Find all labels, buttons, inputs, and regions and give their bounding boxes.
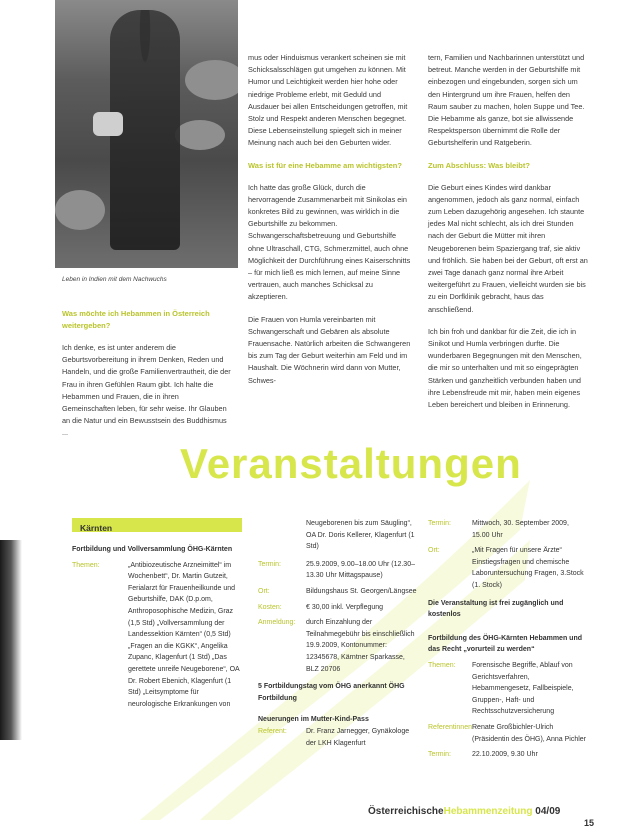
event3-value: Mittwoch, 30. September 2009, 15.00 Uhr xyxy=(472,520,569,539)
event2-value: Bildungshaus St. Georgen/Längsee xyxy=(306,587,417,595)
middle-heading: Was ist für eine Hebamme am wichtigsten? xyxy=(248,160,402,170)
event1-heading: Fortbildung und Vollversammlung ÖHG-Kärnten xyxy=(72,546,233,553)
footer-brand-b: Hebammenzeitung xyxy=(443,806,533,817)
events-column-2 xyxy=(258,518,418,749)
event1-label: Themen: xyxy=(72,561,100,569)
event3-note: Die Veranstaltung ist frei zugänglich und kostenlos xyxy=(428,599,564,619)
event3-label: Themen: xyxy=(428,661,456,669)
footer-issue: 04/09 xyxy=(535,806,561,817)
event3-value: Renate Großbichler-Ulrich (Präsidentin des ÖHG), Anna Pichler xyxy=(472,723,586,743)
scan-edge xyxy=(0,540,22,740)
left-text: Ich denke, es ist unter anderem die Geburtsvorbereitung in ihrem Denken, Reden und Handeln, und die große Familienvertrautheit, die der Frau in ihren Gefühlen Raum gibt. Ich halte die Hebammen und Frauen, die in ihren Gemeinschaften leben, für sehr weise. Ihr Glauben an die Natur und ein Bewusstsein des Buddhismus ... xyxy=(62,343,231,438)
right-p1: tern, Familien und Nachbarinnen unterstützt und betreut. Manche werden in der Geburtshilfe mit einbezogen und eingebunden, sorgen sich um den Hintergrund um ihre Frauen, helfen den Raum sauber zu machen, holen Suppe und Tee. Die Hebamme als ganze, bot sie allwissende Respektsperson übernimmt die Rolle der Geburtshelferin und Ratgeberin. xyxy=(428,53,585,148)
event2-value: Dr. Franz Jarnegger, Gynäkologe der LKH Klagenfurt xyxy=(306,727,410,747)
event3-heading: Fortbildung des ÖHG-Kärnten Hebammen und das Recht „vorurteil zu werden“ xyxy=(428,634,583,654)
photo-woman-with-pot xyxy=(55,0,238,268)
event2-label: Referent: xyxy=(258,727,287,735)
event2-label: Ort: xyxy=(258,587,270,595)
event3-value: Forensische Begriffe, Ablauf von Gerichtsverfahren, Hebammengesetz, Fallbeispiele, Gruppen-, Haft- und Rechtsschutzversicherung xyxy=(472,661,574,716)
region-bar xyxy=(72,518,242,532)
event2-label: Anmeldung: xyxy=(258,619,296,627)
event2-value: durch Einzahlung der Teilnahmegebühr bis einschließlich 19.9.2009, Kontonummer: 12345678, Kärntner Sparkasse, BLZ 20706 xyxy=(306,619,415,673)
middle-column xyxy=(248,52,413,397)
middle-p3: Die Frauen von Humla vereinbarten mit Schwangerschaft und Gebären als absolute Frauensache. Natürlich arbeiten die Schwangeren bis zum Tag der Geburt weiterhin am Feld und im Haushalt. Die Wöchnerin wird dann von Mutter, Schwes- xyxy=(248,314,411,385)
event3-value: „Mit Fragen für unsere Ärzte“ Einstiegsfragen und chemische Laboruntersuchung Fragen, 3.Stock (1. Stock) xyxy=(472,547,584,589)
event1-text: „Antibiozeutische Arzneimittel“ im Wochenbett“, Dr. Martin Gutzeit, Ferialarzt für Frauenheilkunde und Geburtshilfe, DAK (D.p.om, Anthroposophische Medizin, Graz (1,5 Std) „Vollversammlung der Landessektion Kärnten“ (0,5 Std) „Fragen an die KGKK“, Angelika Zupanc, Klagenfurt (1 Std) „Das gerettete unreife Neugeborene“, OA Dr. Robert Ebenich, Klagenfurt (1 Std) „Leitsymptome für neurologische Erkrankungen von xyxy=(128,561,240,708)
event3-label: Ort: xyxy=(428,547,440,555)
event2-heading: Neuerungen im Mutter-Kind-Pass xyxy=(258,716,369,724)
middle-p1: mus oder Hinduismus verankert scheinen sie mit Schicksalsschlägen gut umgehen zu können. Mit Humor und Leichtigkeit werden hier hohe oder niedrige Probleme erlebt, mit Geduld und Ausdauer bei allen Entscheidungen getroffen, mit Stolz und Respekt anderen Menschen begegnet. Diese Lebenseinstellung spiegelt sich in meiner Meinung nach auch bei den Geburten wider. xyxy=(248,53,408,148)
event3-label: Termin: xyxy=(428,520,451,527)
event3-label: Termin: xyxy=(428,751,451,759)
events-column-1 xyxy=(72,544,242,710)
footer-brand xyxy=(368,806,560,817)
middle-p2: Ich hatte das große Glück, durch die hervorragende Zusammenarbeit mit Sinikolas ein konkretes Bild zu gewinnen, was wirklich in die Geburtshilfe zu bekommen. Schwangerschaftsbetreuung und Geburtshilfe ohne Ultraschall, CTG, Schmerzmittel, auch ohne Möglichkeit der Durchführung eines Kaiserschnitts – für mich ließ es mich lernen, auf meine Sinne vertrauen, auch manches Schicksal zu akzeptieren. xyxy=(248,182,411,302)
region-label: Kärnten xyxy=(80,523,113,533)
left-heading: Was möchte ich Hebammen in Österreich weitergeben? xyxy=(62,309,210,330)
right-column xyxy=(428,52,588,421)
event2-value: € 30,00 inkl. Verpflegung xyxy=(306,603,384,611)
event2-label: Kosten: xyxy=(258,603,282,611)
event2-intro: Neugeborenen bis zum Säugling“, OA Dr. Doris Kellerer, Klagenfurt (1 Std) xyxy=(306,520,415,551)
footer-brand-a: Österreichische xyxy=(368,806,444,817)
event3-label: Referentinnen: xyxy=(428,723,474,731)
page-number: 15 xyxy=(584,818,595,828)
event3-value: 22.10.2009, 9.30 Uhr xyxy=(472,751,538,759)
photo-caption: Leben in Indien mit dem Nachwuchs xyxy=(62,276,167,283)
left-column xyxy=(62,308,232,450)
event2-credit: 5 Fortbildungstag vom ÖHG anerkannt ÖHG Fortbildung xyxy=(258,683,405,702)
events-column-3 xyxy=(428,518,586,761)
right-p3: Ich bin froh und dankbar für die Zeit, die ich in Sinikot und Humla verbringen durfte. Die wunderbaren Begegnungen mit den Menschen, die mir so unterhalten und mit so eingeprägten Stärken und ganzheitlich verbunden haben und ihre Lebensfreude mit mir, haben mein eigenes Leben bereichert und bleiben in Erinnerung. xyxy=(428,326,582,410)
event2-label: Termin: xyxy=(258,560,281,568)
section-title: Veranstaltungen xyxy=(180,440,522,487)
right-p2: Die Geburt eines Kindes wird dankbar angenommen, jedoch als ganz normal, einfach zum Leben dazugehörig angesehen. Ich staunte jedes Mal nicht schlecht, als ich drei Stunden nach der Geburt die Mütter mit ihren Neugeborenen beim Spaziergang traf, sie aktiv und fröhlich. Sie haben bei der Geburt, oft erst an zwei Tage danach ganz normal ihre Arbeit weitergeführt zu Frauen, vielleicht wurden sie bis zu ein Dorfklinik gebracht, haus das anschließend. xyxy=(428,182,588,314)
right-heading: Zum Abschluss: Was bleibt? xyxy=(428,160,530,170)
event2-value: 25.9.2009, 9.00–18.00 Uhr (12.30–13.30 Uhr Mittagspause) xyxy=(306,560,415,580)
